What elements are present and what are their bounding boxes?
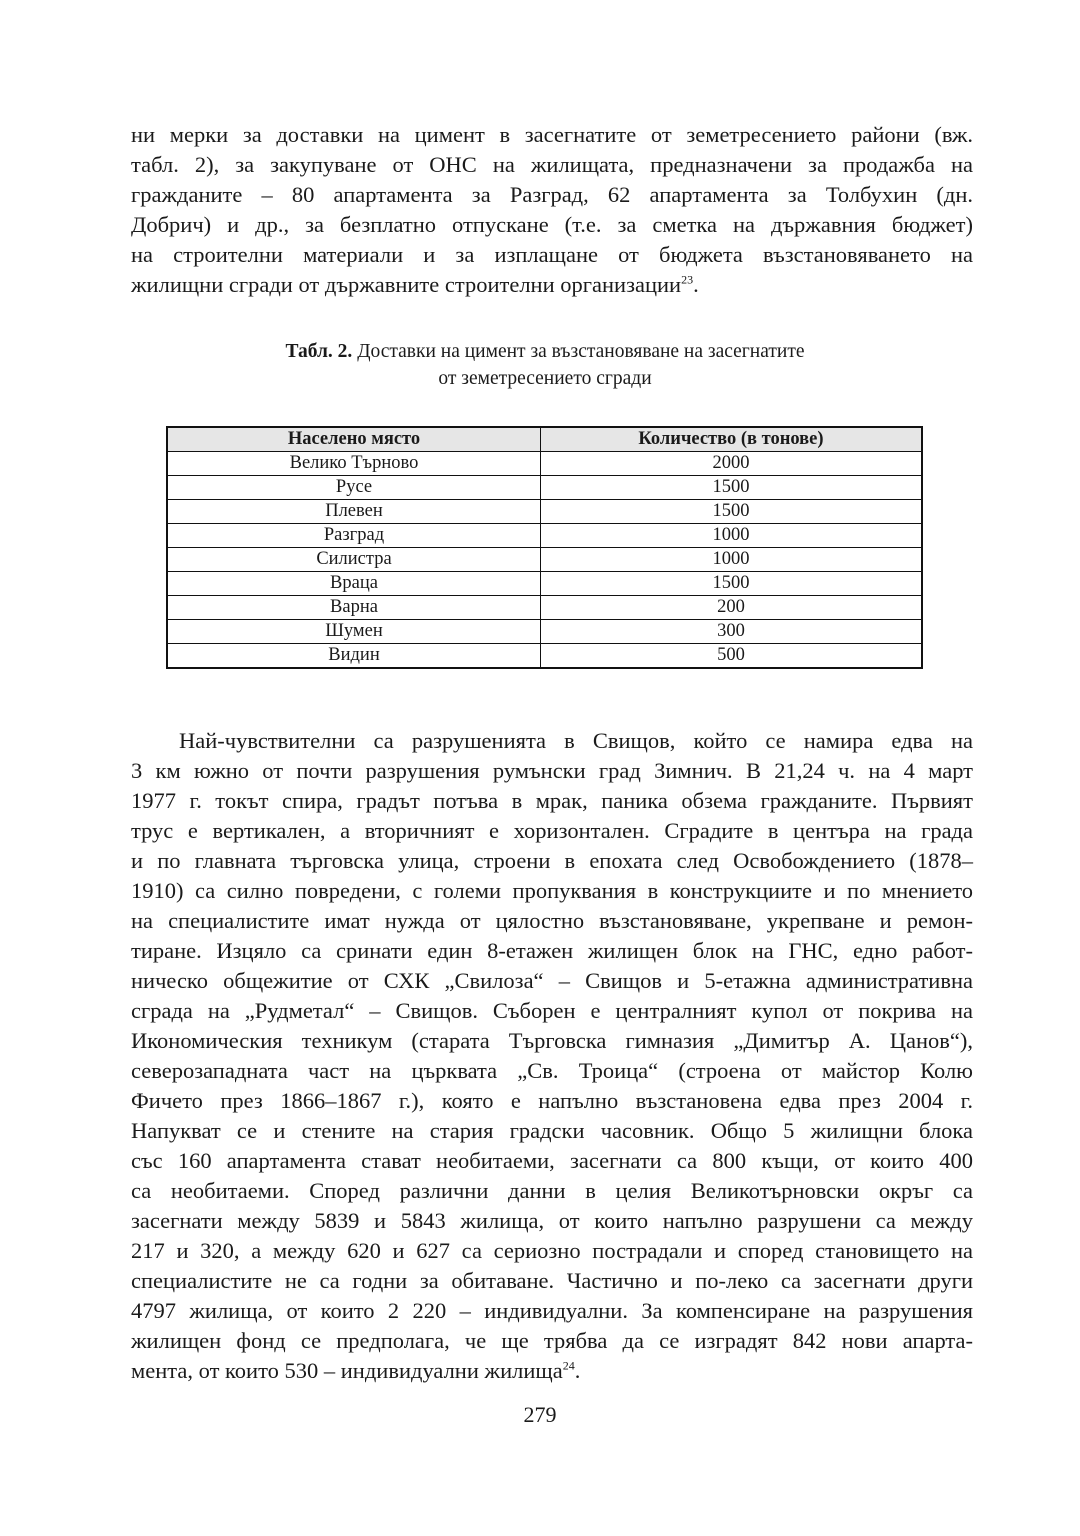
cell-quantity: 1000 <box>541 524 923 548</box>
line-end: . <box>693 272 699 297</box>
text-line: 4797 жилища, от които 2 220 – индивидуални. За компенсиране на разрушения <box>131 1298 973 1323</box>
text-line: ническо общежитие от СХК „Свилоза“ – Свищов и 5-етажна административна <box>131 968 973 993</box>
text-line: Добрич) и др., за безплатно отпускане (т.е. за сметка на държавния бюджет) <box>131 212 973 237</box>
caption-line-1 <box>160 338 930 365</box>
text-line: са необитаеми. Според различни данни в целия Великотърновски окръг са <box>131 1178 973 1203</box>
cell-settlement: Враца <box>167 572 541 596</box>
text-line: северозападната част на църквата „Св. Троица“ (строена от майстор Колю <box>131 1058 973 1083</box>
table-row <box>167 548 922 572</box>
text-line: 1910) са силно повредени, с големи пропуквания в конструкциите и по мнението <box>131 878 973 903</box>
paragraph-svishtov <box>131 726 973 1386</box>
cement-deliveries-table <box>166 426 923 669</box>
text-line: на строителни материали и за изплащане от бюджета възстановяването на <box>131 242 973 267</box>
caption-text: Доставки на цимент за възстановяване на засегнатите <box>352 341 805 362</box>
cell-quantity: 1500 <box>541 500 923 524</box>
header-quantity: Количество (в тонове) <box>541 427 923 452</box>
cell-settlement: Силистра <box>167 548 541 572</box>
cell-quantity: 500 <box>541 644 923 669</box>
text-line: Икономическия техникум (старата Търговска гимназия „Димитър А. Цанов“), <box>131 1028 973 1053</box>
text-line: жилищен фонд се предполага, че ще трябва да се изградят 842 нови апарта- <box>131 1328 973 1353</box>
text-line: 1977 г. токът спира, градът потъва в мрак, паника обзема гражданите. Първият <box>131 788 973 813</box>
cell-settlement: Видин <box>167 644 541 669</box>
text-line: Напукват се и стените на стария градски часовник. Общо 5 жилищни блока <box>131 1118 973 1143</box>
cell-settlement: Плевен <box>167 500 541 524</box>
footnote-ref-24[interactable]: 24 <box>562 1358 575 1373</box>
text-line: жилищни сгради от държавните строителни организации <box>131 272 682 297</box>
text-line-last <box>131 1356 973 1386</box>
table-caption <box>160 338 930 392</box>
cell-quantity: 2000 <box>541 452 923 476</box>
text-line: сграда на „Рудметал“ – Свищов. Съборен е централният купол от покрива на <box>131 998 973 1023</box>
table-row <box>167 500 922 524</box>
table-row <box>167 596 922 620</box>
text-line: 217 и 320, а между 620 и 627 са сериозно пострадали и според становището на <box>131 1238 973 1263</box>
text-line: и по главната търговска улица, строени в епохата след Освобождението (1878– <box>131 848 973 873</box>
text-line: със 160 апартамента стават необитаеми, засегнати са 800 къщи, от които 400 <box>131 1148 973 1173</box>
table-row <box>167 524 922 548</box>
text-line: Най-чувствителни са разрушенията в Свищов, който се намира едва на <box>179 728 973 753</box>
table-body <box>167 452 922 669</box>
table-row <box>167 620 922 644</box>
cell-quantity: 1000 <box>541 548 923 572</box>
caption-line-2: от земетресението сгради <box>438 368 652 389</box>
footnote-ref-23[interactable]: 23 <box>681 272 694 287</box>
text-line: 3 км южно от почти разрушения румънски град Зимнич. В 21,24 ч. на 4 март <box>131 758 973 783</box>
text-line: тиране. Изцяло са сринати един 8-етажен жилищен блок на ГНС, едно работ- <box>131 938 973 963</box>
cell-settlement: Разград <box>167 524 541 548</box>
cell-settlement: Шумен <box>167 620 541 644</box>
line-end: . <box>574 1358 581 1383</box>
caption-label: Табл. 2. <box>285 341 353 362</box>
table-header-row <box>167 427 922 452</box>
text-line: ни мерки за доставки на цимент в засегнатите от земетресението райони (вж. <box>131 122 973 147</box>
paragraph-intro <box>131 120 973 300</box>
text-line: специалистите не са годни за обитаване. Частично и по-леко са засегнати други <box>131 1268 973 1293</box>
table-row <box>167 644 922 669</box>
table-row <box>167 572 922 596</box>
text-line: Фичето през 1866–1867 г.), която е напълно възстановена едва през 2004 г. <box>131 1088 973 1113</box>
text-line: на специалистите имат нужда от цялостно възстановяване, укрепване и ремон- <box>131 908 973 933</box>
text-line: трус е вертикален, а вторичният е хоризонтален. Сградите в центъра на града <box>131 818 973 843</box>
cell-quantity: 300 <box>541 620 923 644</box>
cell-quantity: 1500 <box>541 572 923 596</box>
cell-settlement: Варна <box>167 596 541 620</box>
cell-quantity: 1500 <box>541 476 923 500</box>
text-line: засегнати между 5839 и 5843 жилища, от които напълно разрушени са между <box>131 1208 973 1233</box>
text-line-last <box>131 270 973 300</box>
cell-settlement: Велико Търново <box>167 452 541 476</box>
table-row <box>167 452 922 476</box>
text-line: табл. 2), за закупуване от ОНС на жилищата, предназначени за продажба на <box>131 152 973 177</box>
text-line: мента, от които 530 – индивидуални жилища <box>131 1358 563 1383</box>
cell-quantity: 200 <box>541 596 923 620</box>
table-row <box>167 476 922 500</box>
page-number: 279 <box>523 1402 557 1427</box>
text-line: гражданите – 80 апартамента за Разград, 62 апартамента за Толбухин (дн. <box>131 182 973 207</box>
cell-settlement: Русе <box>167 476 541 500</box>
header-settlement: Населено място <box>167 427 541 452</box>
